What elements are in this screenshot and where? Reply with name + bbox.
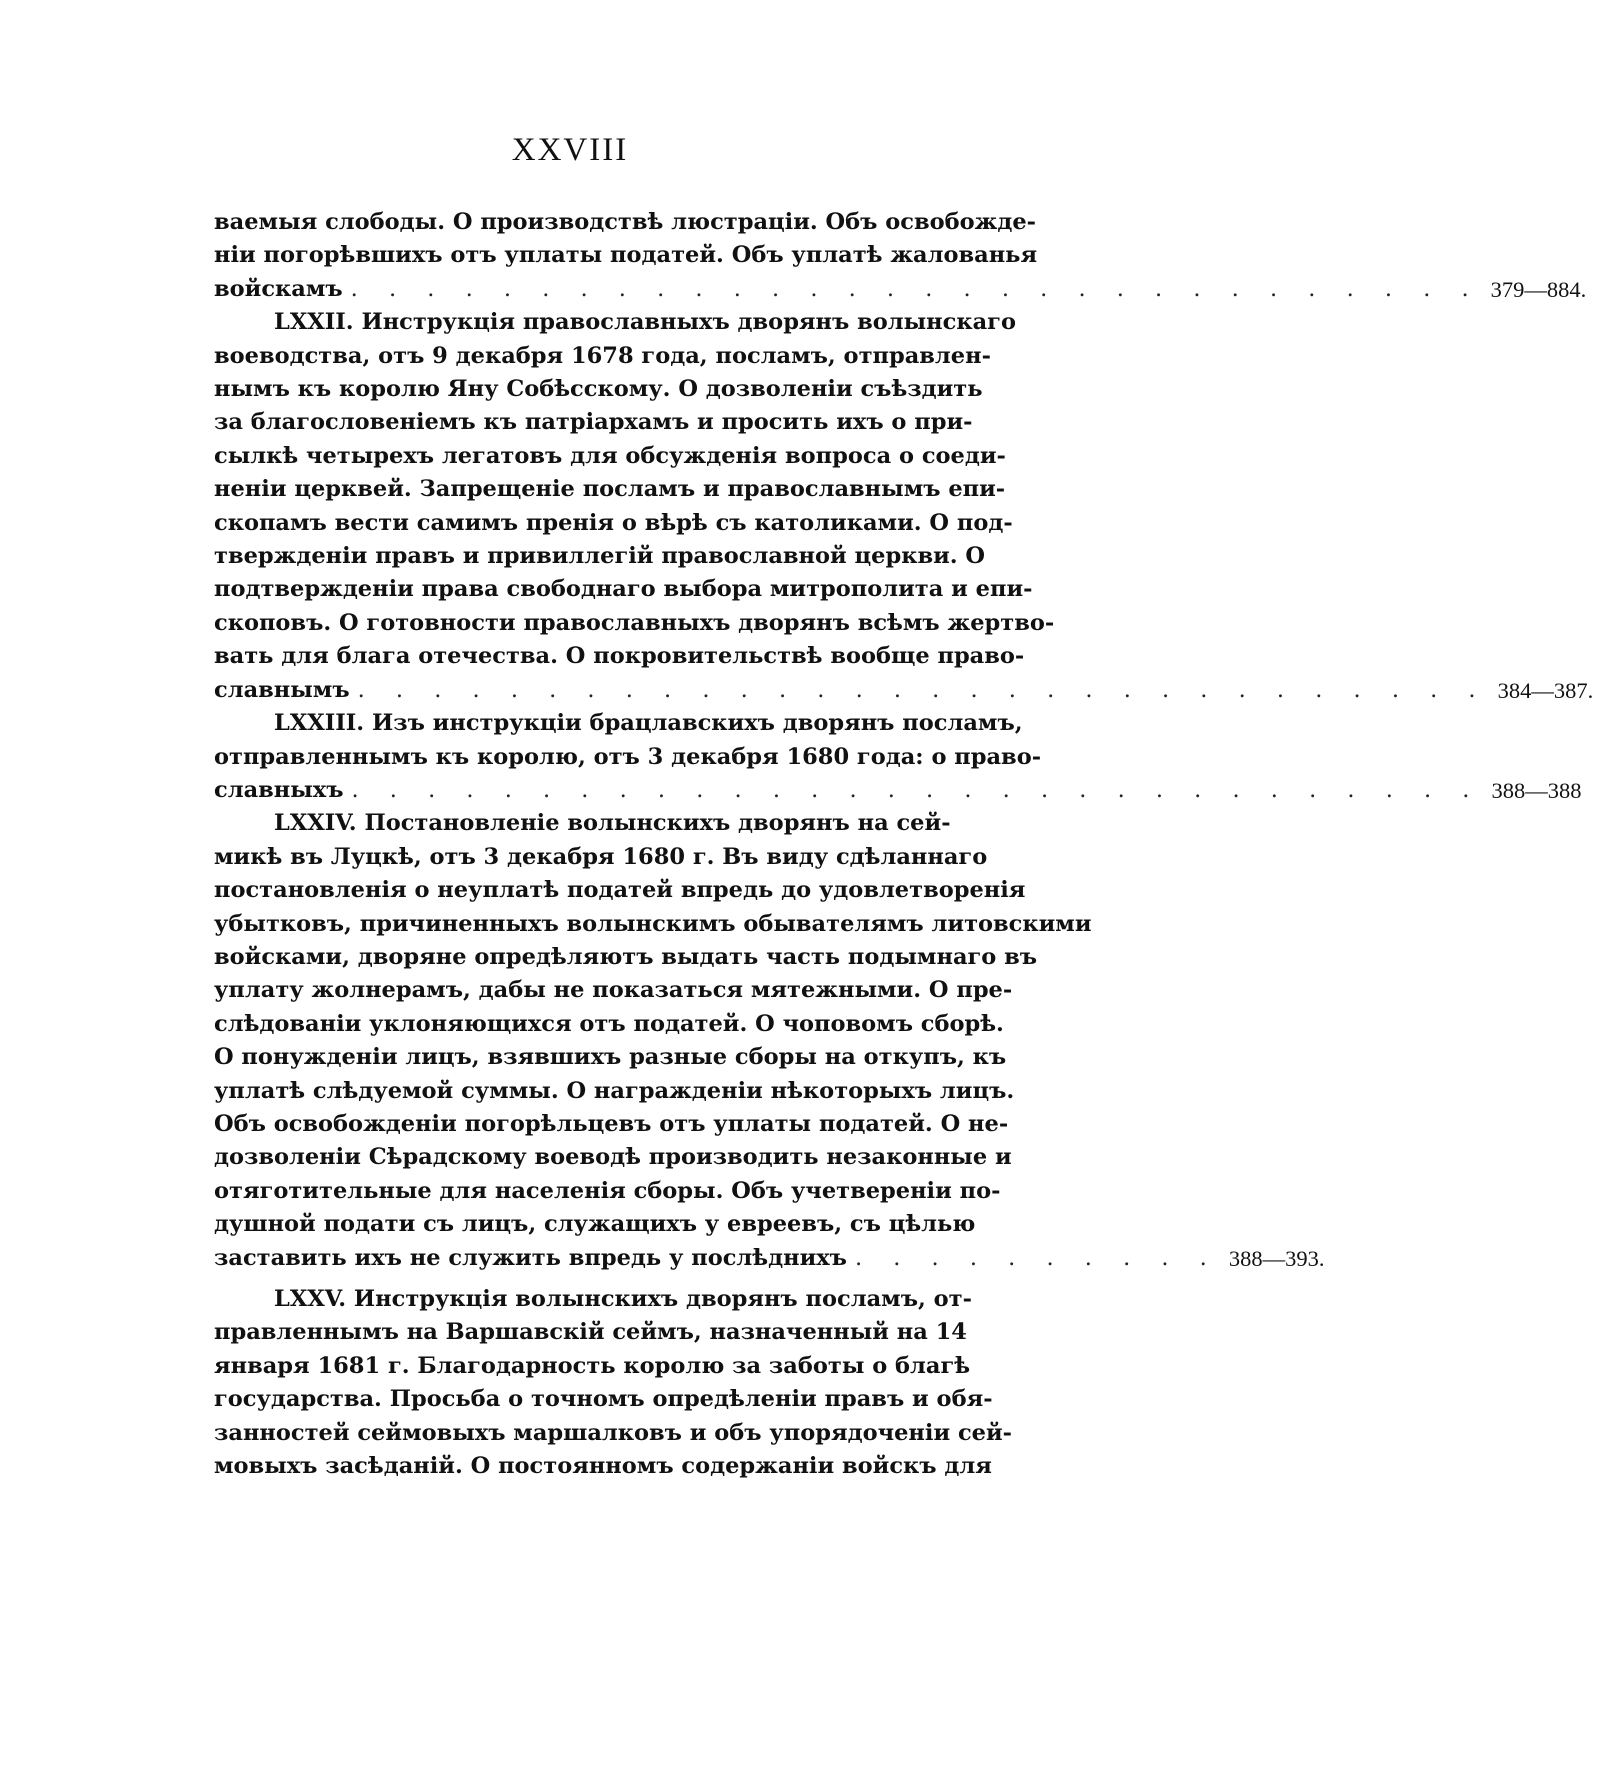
text-line: LXXV. Инструкція волынскихъ дворянъ посламъ, от- <box>274 1286 972 1312</box>
text-line: твержденіи правъ и привиллегій православной церкви. О <box>214 543 986 570</box>
text-line: ніи погорѣвшихъ отъ уплаты податей. Объ уплатѣ жалованья <box>214 242 1038 269</box>
dot-leader: . . . . . . . . . . . . . . . . . . . . . . . . . . . . . . <box>357 676 1488 703</box>
toc-entry <box>214 807 1325 1275</box>
text-line: войскамъ <box>214 275 343 302</box>
document-body <box>214 206 1594 1483</box>
text-line: воеводства, отъ 9 декабря 1678 года, посламъ, отправлен- <box>214 342 991 369</box>
text-line: душной подати съ лицъ, служащихъ у евреевъ, съ цѣлью <box>214 1211 976 1238</box>
toc-entry <box>214 306 1594 707</box>
text-line: микѣ въ Луцкѣ, отъ 3 декабря 1680 г. Въ виду сдѣланнаго <box>214 843 988 870</box>
text-line: уплатѣ слѣдуемой суммы. О награжденіи нѣкоторыхъ лицъ. <box>214 1077 1015 1104</box>
text-line: заставить ихъ не служить впредь у послѣднихъ <box>214 1244 847 1271</box>
leader-line <box>214 1242 1325 1275</box>
leader-line <box>214 273 1587 306</box>
text-line: постановленія о неуплатѣ податей впредь до удовлетворенія <box>214 877 1026 904</box>
page-range: 384—387. <box>1497 677 1594 703</box>
text-line: убытковъ, причиненныхъ волынскимъ обывателямъ литовскими <box>214 910 1092 937</box>
text-line: славныхъ <box>214 776 344 803</box>
text-line: скопамъ вести самимъ пренія о вѣрѣ съ католиками. О под- <box>214 509 1013 536</box>
text-line: государства. Просьба о точномъ опредѣленіи правъ и обя- <box>214 1386 993 1413</box>
text-line: войсками, дворяне опредѣляютъ выдать часть подымнаго въ <box>214 943 1038 970</box>
text-line: сылкѣ четырехъ легатовъ для обсужденія вопроса о соеди- <box>214 442 1006 469</box>
text-line: уплату жолнерамъ, дабы не показаться мятежными. О пре- <box>214 977 1013 1004</box>
page-range: 379—884. <box>1490 276 1587 302</box>
dot-leader: . . . . . . . . . . . . . . . . . . . . . . . . . . . . . . <box>350 275 1481 302</box>
dot-leader: . . . . . . . . . . <box>854 1244 1219 1271</box>
text-line: подтвержденіи права свободнаго выбора митрополита и епи- <box>214 576 1033 603</box>
text-line: Объ освобожденіи погорѣльцевъ отъ уплаты податей. О не- <box>214 1110 1009 1137</box>
text-line: слѣдованіи уклоняющихся отъ податей. О чоповомъ сборѣ. <box>214 1010 1004 1037</box>
dot-leader: . . . . . . . . . . . . . . . . . . . . . . . . . . . . . . <box>351 776 1482 803</box>
text-line: января 1681 г. Благодарность королю за заботы о благѣ <box>214 1352 971 1379</box>
text-line: за благословеніемъ къ патріархамъ и просить ихъ о при- <box>214 409 973 436</box>
text-line: мовыхъ засѣданій. О постоянномъ содержаніи войскъ для <box>214 1453 992 1480</box>
toc-entry <box>214 206 1587 306</box>
text-line: славнымъ <box>214 676 350 703</box>
text-line: правленнымъ на Варшавскій сеймъ, назначенный на 14 <box>214 1319 967 1346</box>
text-line: LXXIV. Постановленіе волынскихъ дворянъ на сей- <box>274 810 951 837</box>
text-line: О понужденіи лицъ, взявшихъ разные сборы на откупъ, къ <box>214 1044 1007 1071</box>
leader-line <box>214 774 1582 807</box>
page-range: 388—393. <box>1228 1245 1325 1271</box>
text-line: занностей сеймовыхъ маршалковъ и объ упорядоченіи сей- <box>214 1419 1013 1446</box>
text-line: неніи церквей. Запрещеніе посламъ и православнымъ епи- <box>214 476 1006 503</box>
text-line: LXXII. Инструкція православныхъ дворянъ волынскаго <box>274 309 1016 336</box>
text-line: нымъ къ королю Яну Собѣсскому. О дозволеніи съѣздить <box>214 376 983 403</box>
toc-entry <box>214 1283 1049 1483</box>
toc-entry <box>214 707 1582 807</box>
text-line: отяготительные для населенія сборы. Объ учетвереніи по- <box>214 1177 1001 1204</box>
text-line: дозволеніи Сѣрадскому воеводѣ производить незаконные и <box>214 1144 1012 1171</box>
text-line: вать для блага отечества. О покровительствѣ вообще право- <box>214 643 1025 670</box>
text-line: ваемыя слободы. О производствѣ люстраціи. Объ освобожде- <box>214 209 1036 235</box>
text-line: LXXIII. Изъ инструкціи брацлавскихъ дворянъ посламъ, <box>274 710 1023 737</box>
text-line: скоповъ. О готовности православныхъ дворянъ всѣмъ жертво- <box>214 609 1055 636</box>
text-line: отправленнымъ къ королю, отъ 3 декабря 1680 года: о право- <box>214 743 1042 770</box>
page-number-header: XXVIII <box>511 132 629 168</box>
leader-line <box>214 674 1594 707</box>
page-range: 388—388 <box>1491 777 1582 803</box>
